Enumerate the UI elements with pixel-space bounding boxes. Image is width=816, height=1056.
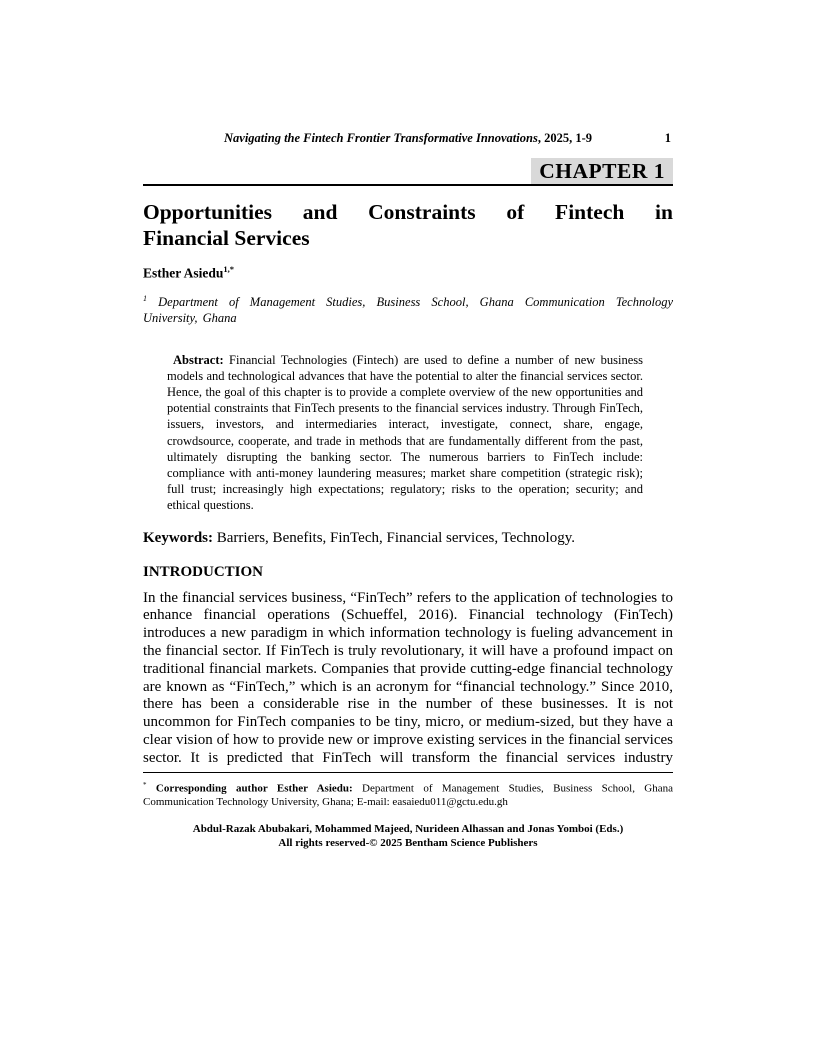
footnote-label: Corresponding author Esther Asiedu: [155,782,353,795]
chapter-title [143,199,673,251]
copyright-line: All rights reserved-© 2025 Bentham Science Publishers [278,837,538,850]
running-header-citation: , 2025, 1-9 [537,131,592,145]
affiliation [143,291,673,326]
author-name [143,261,673,282]
footnote-marker: * [143,780,147,789]
affiliation-text: Department of Management Studies, Business School, Ghana Communication Technology University, Ghana [143,294,673,325]
introduction-paragraph: In the financial services business, “FinTech” refers to the application of technologies to enhance financial operations (Schueffel, 2016). Financial technology (FinTech) introduces a new paradigm in which information technology is fueling advancement in the financial sector. If FinTech is truly revolutionary, it will have a profound impact on traditional financial markets. Companies that provide cutting-edge financial technology are known as “FinTech,” which is an acronym for “financial technology.” Since 2010, there has been a considerable rise in the number of these businesses. It is not uncommon for FinTech companies to be tiny, micro, or medium-sized, but they have a clear vision of how to provide new or improve existing services in the financial services sector. It is predicted that FinTech will transform the financial services industry [143,589,673,766]
running-header [143,131,673,146]
editors-line: Abdul-Razak Abubakari, Mohammed Majeed, Nurideen Alhassan and Jonas Yomboi (Eds.) [192,823,624,836]
keywords-label: Keywords: [143,529,213,546]
chapter-badge-row [143,158,673,186]
corresponding-author-note [143,778,673,810]
keywords [143,529,673,547]
keywords-text: Barriers, Benefits, FinTech, Financial services, Technology. [216,529,575,546]
imprint [143,822,673,850]
abstract-label: Abstract: [173,352,224,367]
affiliation-marker: 1 [143,293,147,303]
chapter-title-line-2: Financial Services [143,226,310,250]
introduction-heading: INTRODUCTION [143,563,264,580]
abstract-text: Financial Technologies (Fintech) are used to define a number of new business models and technological advances that have the potential to alter the financial services sector. Hence, the goal of this chapter is to provide a complete overview of the new opportunities and potential constraints that FinTech presents to the financial services industry. Through FinTech, issuers, investors, and intermediaries interact, investigate, connect, share, engage, crowdsource, cooperate, and trade in methods that are fundamentally different from the past, ultimately disrupting the banking sector. The numerous barriers to FinTech include: compliance with anti-money laundering measures; market share competition (strategic risk); full trust; increasingly high expectations; regulatory; risks to the operation; security; and ethical questions. [167,352,643,513]
footnote-rule [143,772,673,773]
chapter-badge: CHAPTER 1 [531,158,673,184]
page-content [143,0,673,850]
running-header-title: Navigating the Fintech Frontier Transformative Innovations [224,131,538,145]
chapter-title-line-1: Opportunities and Constraints of Fintech in [143,200,673,224]
abstract [167,352,643,514]
page-number: 1 [664,131,671,145]
footnote-text: Department of Management Studies, Business School, Ghana Communication Technology University, Ghana; E-mail: easaiedu011@gctu.edu.gh [143,782,674,809]
author-name-text: Esther Asiedu [143,265,224,281]
author-superscript: 1,* [223,264,235,274]
